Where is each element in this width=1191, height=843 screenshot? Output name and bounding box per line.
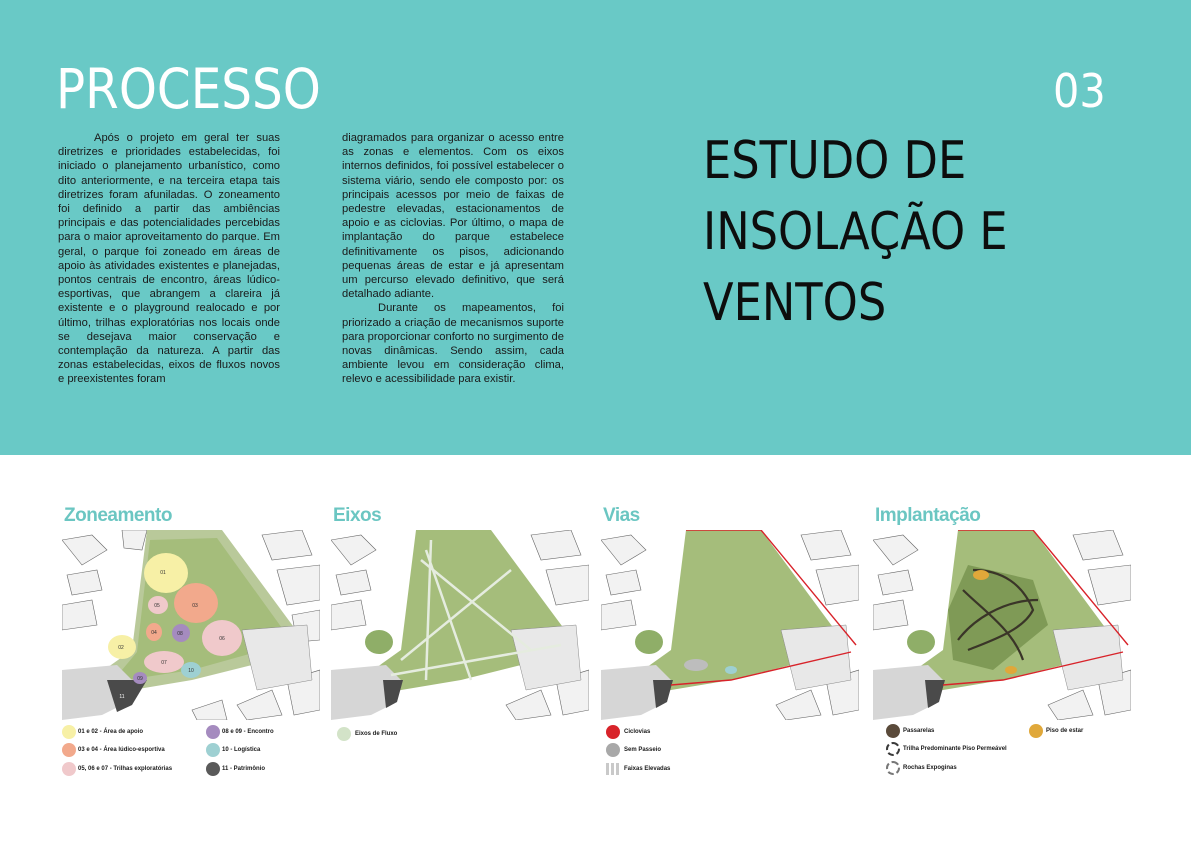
zone-label: 06 xyxy=(219,636,225,642)
eixos-map xyxy=(331,530,589,720)
subtitle-line-1: ESTUDO DE xyxy=(703,131,967,191)
legend-label: Ciclovias xyxy=(624,729,651,735)
legend-label: Faixas Elevadas xyxy=(624,766,671,772)
text-column-2 xyxy=(342,131,564,387)
implantacao-map xyxy=(873,530,1131,720)
legend-label: Trilha Predominante Piso Permeável xyxy=(903,746,1007,752)
legend-swatch xyxy=(337,727,351,741)
legend-swatch xyxy=(886,742,900,756)
legend-label: 03 e 04 - Área lúdico-esportiva xyxy=(78,747,165,753)
panel-title-eixos: Eixos xyxy=(333,505,382,526)
zone-label: 07 xyxy=(161,660,167,666)
section-subtitle xyxy=(703,126,1064,339)
legend-label: 10 - Logística xyxy=(222,747,261,753)
legend-swatch xyxy=(606,725,620,739)
legend-swatch xyxy=(606,763,620,775)
zone-label: 11 xyxy=(119,694,125,700)
panel-title-implantacao: Implantação xyxy=(875,505,981,526)
panel-title-zoneamento: Zoneamento xyxy=(64,505,172,526)
legend-swatch xyxy=(206,762,220,776)
zone-label: 09 xyxy=(137,676,143,682)
paragraph: diagramados para organizar o acesso entre as zonas e elementos. Com os eixos internos definidos, foi possível estabelecer o sistema viário, sendo ele composto por: os principais acessos por meio de faixas de pedestre elevadas, estacionamentos de apoio e as ciclovias. Por último, o mapa de implantação do parque estabelece definitivamente os pisos, adicionando pequenas áreas de estar e já apresentam um percurso elevado definitivo, que será detalhado adiante. xyxy=(342,132,564,301)
legend-swatch xyxy=(62,762,76,776)
zone-label: 08 xyxy=(177,631,183,637)
legend-swatch xyxy=(606,743,620,757)
panel-title-vias: Vias xyxy=(603,505,640,526)
legend-swatch xyxy=(62,725,76,739)
legend-label: Rochas Expoginas xyxy=(903,765,957,771)
legend-label: 01 e 02 - Área de apoio xyxy=(78,729,144,735)
legend-label: 08 e 09 - Encontro xyxy=(222,729,274,735)
zone-label: 04 xyxy=(151,630,157,636)
zone-label: 03 xyxy=(192,603,198,609)
legend-label: Eixos de Fluxo xyxy=(355,731,398,737)
chapter-number: 03 xyxy=(1053,64,1106,118)
paragraph: Durante os mapeamentos, foi priorizado a criação de mecanismos suporte para proporcionar conforto no surgimento de novas dinâmicas. Sendo assim, cada ambiente levou em consideração clima, relevo e acessibilidade para existir. xyxy=(342,302,564,386)
zone-label: 02 xyxy=(118,645,124,651)
legend-label: Sem Passeio xyxy=(624,747,662,753)
legend-swatch xyxy=(1029,724,1043,738)
zone-label: 10 xyxy=(188,668,194,674)
legend-swatch xyxy=(206,725,220,739)
zone-label: 05 xyxy=(154,603,160,609)
legend-swatch xyxy=(886,724,900,738)
zoneamento-map xyxy=(62,530,320,720)
legend-label: 05, 06 e 07 - Trilhas exploratórias xyxy=(78,766,173,772)
legend-label: 11 - Patrimônio xyxy=(222,766,266,772)
text-column-1 xyxy=(58,131,280,387)
vias-map xyxy=(601,530,859,720)
paragraph: Após o projeto em geral ter suas diretrizes e prioridades estabelecidas, foi iniciado o planejamento urbanístico, como dito anteriormente, e na terceira etapa tais diretrizes foram afuniladas. O zoneamento foi definido a partir das ambiências principais e das potencialidades percebidas para o maior aproveitamento do parque. Em geral, o parque foi zoneado em áreas de apoio às atividades existentes e planejadas, pontos centrais de encontro, áreas lúdico-esportivas, que abrangem a clareira já existente e o playground realocado e por último, trilhas exploratórias nos locais onde se desejava maior conservação e contemplação da natureza. A partir das zonas estabelecidas, eixos de fluxos novos e preexistentes foram xyxy=(58,132,280,386)
legend-swatch xyxy=(886,761,900,775)
legend-label: Passarelas xyxy=(903,728,935,734)
zone-label: 01 xyxy=(160,570,166,576)
subtitle-line-2: INSOLAÇÃO E xyxy=(703,202,1008,262)
legend-swatch xyxy=(62,743,76,757)
subtitle-line-3: VENTOS xyxy=(703,273,887,333)
page-title: PROCESSO xyxy=(56,57,321,121)
legend-swatch xyxy=(206,743,220,757)
legend-label: Piso de estar xyxy=(1046,728,1084,734)
